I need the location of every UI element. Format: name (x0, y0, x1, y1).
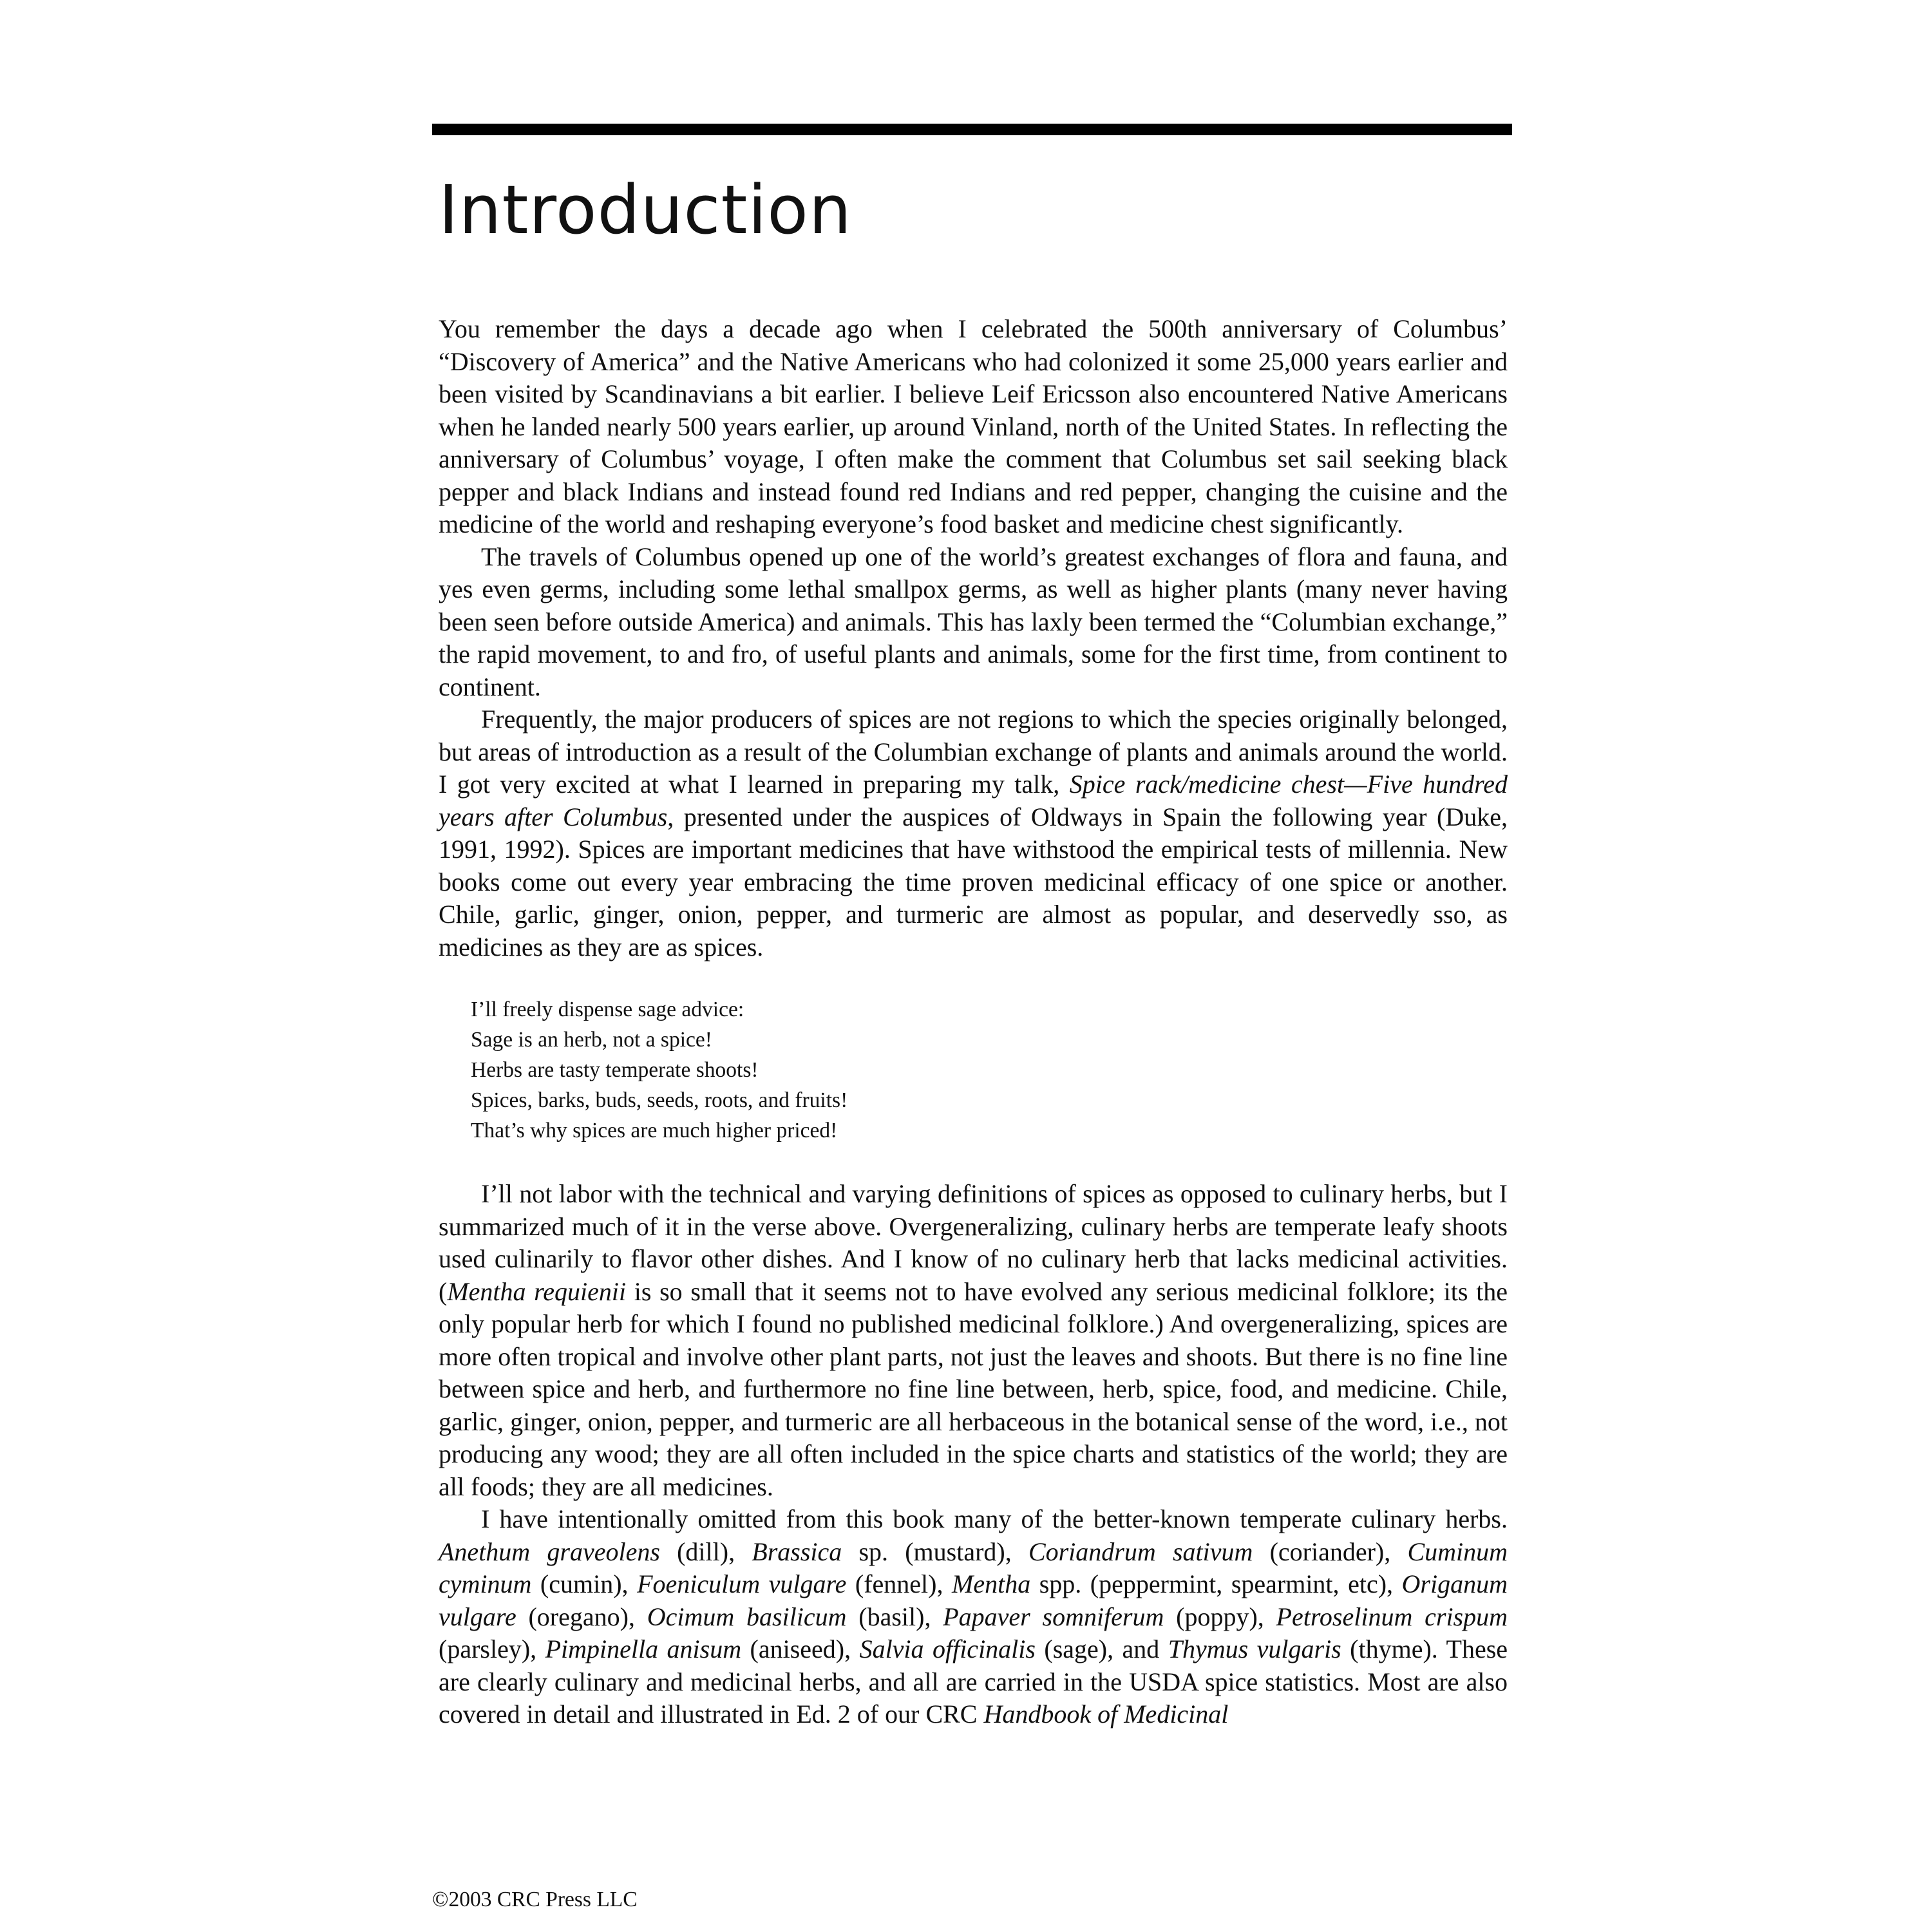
text-run: (sage), and (1035, 1634, 1168, 1663)
italic-text-run: Coriandrum sativum (1028, 1537, 1253, 1566)
italic-text-run: Spice rack/medicine chest—Five hundred years after Columbus (439, 770, 1508, 831)
text-run: (oregano), (516, 1602, 647, 1631)
paragraph-spice-producers (439, 703, 1508, 963)
text-run: (fennel), (846, 1569, 952, 1598)
text-run: (aniseed), (741, 1634, 860, 1663)
verse-line: Spices, barks, buds, seeds, roots, and fruits! (471, 1088, 848, 1112)
sage-advice-verse (471, 994, 1508, 1146)
copyright-footer: ©2003 CRC Press LLC (432, 1888, 638, 1911)
italic-text-run: Mentha (952, 1569, 1031, 1598)
italic-text-run: Mentha requienii (447, 1276, 627, 1306)
paragraph-herb-definitions (439, 1178, 1508, 1503)
italic-text-run: Origanum vulgare (439, 1569, 1508, 1631)
italic-text-run: Brassica (752, 1537, 842, 1566)
italic-text-run: Salvia officinalis (859, 1634, 1036, 1663)
italic-text-run: Handbook of Medicinal (983, 1700, 1229, 1728)
text-run: I’ll not labor with the technical and varying definitions of spices as opposed to culinary herbs, but I summarized much of it in the verse above. Overgeneralizing, culinary herbs are temperate leafy shoots used culinarily to flavor other dishes. And I know of no culinary herb that lacks medicinal activities. ( (439, 1179, 1508, 1306)
text-run: (cumin), (531, 1569, 638, 1598)
italic-text-run: Anethum graveolens (439, 1537, 660, 1566)
verse-line: That’s why spices are much higher priced! (471, 1119, 838, 1142)
text-run: I have intentionally omitted from this book many of the better-known temperate culinary herbs. (481, 1504, 1508, 1533)
paragraph-omitted-herbs (439, 1503, 1508, 1731)
chapter-top-rule (432, 124, 1512, 135)
italic-text-run: Cuminum cyminum (439, 1537, 1508, 1598)
text-run: (basil), (846, 1602, 943, 1631)
text-run: (poppy), (1164, 1602, 1276, 1631)
paragraph-columbian-exchange (439, 541, 1508, 704)
verse-line: I’ll freely dispense sage advice: (471, 998, 744, 1021)
verse-line: Herbs are tasty temperate shoots! (471, 1058, 759, 1082)
italic-text-run: Ocimum basilicum (647, 1602, 847, 1631)
italic-text-run: Petroselinum crispum (1276, 1602, 1508, 1631)
text-run: , presented under the auspices of Oldways in Spain the following year (Duke, 1991, 1992). Spices are important medicines that have withstood the empirical tests of millennia. New books come out every year embracing the time proven medicinal efficacy of one spice or another. Chile, garlic, ginger, onion, pepper, and turmeric are almost as popular, and deservedly sso, as medicines as they are as spices. (439, 802, 1508, 961)
text-run: sp. (mustard), (842, 1537, 1028, 1566)
italic-text-run: Thymus vulgaris (1168, 1634, 1341, 1663)
text-run: (parsley), (439, 1634, 545, 1663)
italic-text-run: Papaver somniferum (943, 1602, 1164, 1631)
text-run: Frequently, the major producers of spices are not regions to which the species originally belonged, but areas of introduction as a result of the Columbian exchange of plants and animals around the world. I got very excited at what I learned in preparing my talk, (439, 705, 1508, 799)
text-run: (thyme). These are clearly culinary and medicinal herbs, and all are carried in the USDA spice statistics. Most are also covered in detail and illustrated in Ed. 2 of our CRC (439, 1634, 1508, 1728)
text-run: You remember the days a decade ago when I celebrated the 500th anniversary of Columbus’ “Discovery of America” and the Native Americans who had colonized it some 25,000 years earlier and been visited by Scandinavians a bit earlier. I believe Leif Ericsson also encountered Native Americans when he landed nearly 500 years earlier, up around Vinland, north of the United States. In reflecting the anniversary of Columbus’ voyage, I often make the comment that Columbus set sail seeking black pepper and black Indians and instead found red Indians and red pepper, changing the cuisine and the medicine of the world and reshaping everyone’s food basket and medicine chest significantly. (439, 314, 1508, 538)
text-run: spp. (peppermint, spearmint, etc), (1030, 1569, 1402, 1598)
italic-text-run: Foeniculum vulgare (637, 1569, 847, 1598)
paragraph-columbus-anniversary (439, 313, 1508, 541)
chapter-title: Introduction (439, 171, 852, 249)
text-run: (dill), (659, 1537, 752, 1566)
italic-text-run: Pimpinella anisum (545, 1634, 742, 1663)
text-run: (coriander), (1253, 1537, 1408, 1566)
chapter-body (439, 313, 1508, 1731)
verse-line: Sage is an herb, not a spice! (471, 1028, 712, 1052)
text-run: The travels of Columbus opened up one of the world’s greatest exchanges of flora and fauna, and yes even germs, including some lethal smallpox germs, as well as higher plants (many never having been seen before outside America) and animals. This has laxly been termed the “Columbian exchange,” the rapid movement, to and fro, of useful plants and animals, some for the first time, from continent to continent. (439, 542, 1508, 701)
text-run: is so small that it seems not to have evolved any serious medicinal folklore; its the only popular herb for which I found no published medicinal folklore.) And overgeneralizing, spices are more often tropical and involve other plant parts, not just the leaves and shoots. But there is no fine line between spice and herb, and furthermore no fine line between, herb, spice, food, and medicine. Chile, garlic, ginger, onion, pepper, and turmeric are all herbaceous in the botanical sense of the word, i.e., not producing any wood; they are all often included in the spice charts and statistics of the world; they are all foods; they are all medicines. (439, 1276, 1508, 1501)
